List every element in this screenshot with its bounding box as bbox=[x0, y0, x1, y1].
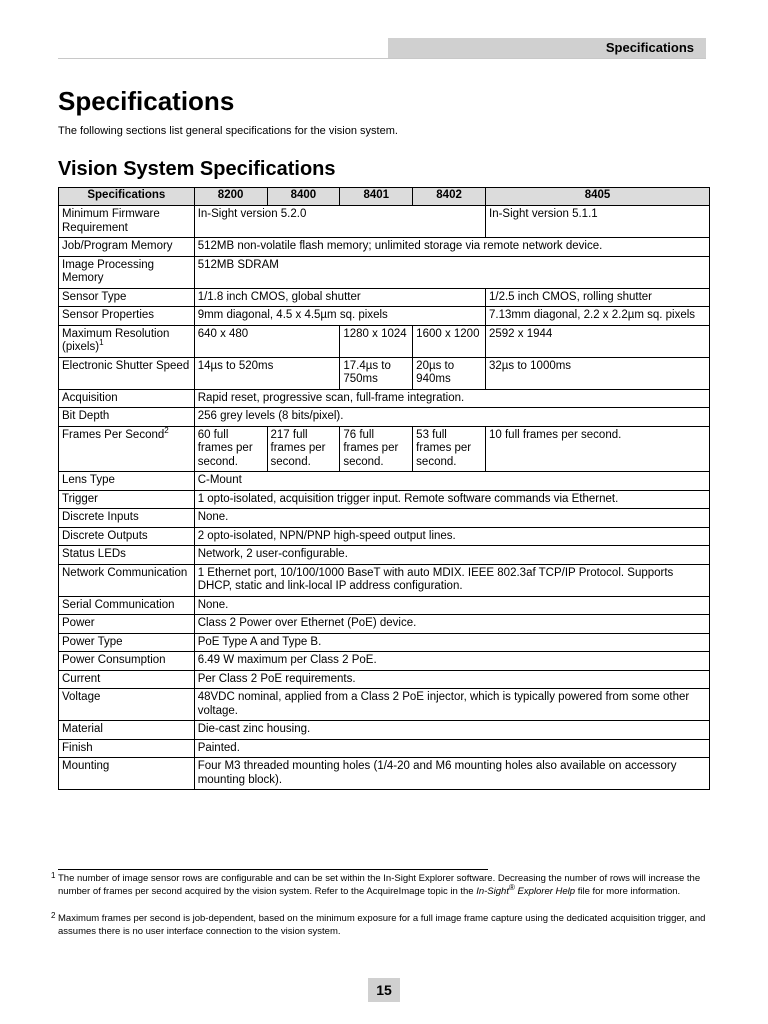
table-cell: None. bbox=[194, 596, 709, 615]
header-cell: 8400 bbox=[267, 188, 340, 206]
table-row bbox=[59, 633, 710, 652]
table-cell: Rapid reset, progressive scan, full-frame integration. bbox=[194, 389, 709, 408]
table-row bbox=[59, 739, 710, 758]
table-cell: 1 opto-isolated, acquisition trigger input. Remote software commands via Ethernet. bbox=[194, 490, 709, 509]
row-label bbox=[59, 426, 195, 472]
table-cell: 640 x 480 bbox=[194, 325, 340, 357]
header-cell: 8402 bbox=[413, 188, 486, 206]
row-label: Acquisition bbox=[59, 389, 195, 408]
footnote-ref: 1 bbox=[99, 338, 104, 348]
row-label: Sensor Type bbox=[59, 288, 195, 307]
footnote-divider bbox=[58, 869, 488, 870]
table-row bbox=[59, 490, 710, 509]
row-label bbox=[59, 325, 195, 357]
table-cell: Die-cast zinc housing. bbox=[194, 721, 709, 740]
table-row bbox=[59, 615, 710, 634]
row-label: Job/Program Memory bbox=[59, 238, 195, 257]
table-cell: 53 full frames per second. bbox=[413, 426, 486, 472]
table-cell: Per Class 2 PoE requirements. bbox=[194, 670, 709, 689]
page-number: 15 bbox=[368, 978, 400, 1002]
table-cell: 9mm diagonal, 4.5 x 4.5µm sq. pixels bbox=[194, 307, 485, 326]
table-cell: 1280 x 1024 bbox=[340, 325, 413, 357]
footnote-text: file for more information. bbox=[575, 885, 681, 897]
table-cell: Class 2 Power over Ethernet (PoE) device. bbox=[194, 615, 709, 634]
table-cell: 256 grey levels (8 bits/pixel). bbox=[194, 408, 709, 427]
table-header-row bbox=[59, 188, 710, 206]
row-label: Electronic Shutter Speed bbox=[59, 357, 195, 389]
section-title: Vision System Specifications bbox=[58, 158, 336, 180]
specifications-table bbox=[58, 187, 710, 790]
table-cell: 17.4µs to 750ms bbox=[340, 357, 413, 389]
row-label: Current bbox=[59, 670, 195, 689]
table-cell: None. bbox=[194, 509, 709, 528]
table-cell: In-Sight version 5.2.0 bbox=[194, 206, 485, 238]
header-cell: Specifications bbox=[59, 188, 195, 206]
table-cell: 7.13mm diagonal, 2.2 x 2.2µm sq. pixels bbox=[486, 307, 710, 326]
table-row bbox=[59, 652, 710, 671]
table-row bbox=[59, 357, 710, 389]
table-cell: 20µs to 940ms bbox=[413, 357, 486, 389]
footnote-italic: In-Sight bbox=[476, 885, 509, 897]
table-row bbox=[59, 325, 710, 357]
table-cell: 6.49 W maximum per Class 2 PoE. bbox=[194, 652, 709, 671]
registered-mark: ® bbox=[508, 882, 515, 892]
table-row bbox=[59, 256, 710, 288]
running-header-label: Specifications bbox=[605, 40, 694, 55]
footnote-2 bbox=[51, 911, 713, 938]
table-row bbox=[59, 670, 710, 689]
row-label: Discrete Outputs bbox=[59, 527, 195, 546]
page-title: Specifications bbox=[58, 86, 235, 116]
row-label: Finish bbox=[59, 739, 195, 758]
running-header bbox=[388, 38, 706, 58]
row-label-text: Frames Per Second bbox=[62, 428, 165, 441]
row-label: Power Consumption bbox=[59, 652, 195, 671]
header-divider bbox=[58, 58, 706, 59]
table-cell: 14µs to 520ms bbox=[194, 357, 340, 389]
table-cell: 48VDC nominal, applied from a Class 2 PoE injector, which is typically powered from some other voltage. bbox=[194, 689, 709, 721]
table-row bbox=[59, 307, 710, 326]
table-cell: 512MB SDRAM bbox=[194, 256, 709, 288]
table-row bbox=[59, 564, 710, 596]
table-row bbox=[59, 408, 710, 427]
row-label: Network Communication bbox=[59, 564, 195, 596]
header-cell: 8200 bbox=[194, 188, 267, 206]
table-row bbox=[59, 721, 710, 740]
table-row bbox=[59, 288, 710, 307]
footnote-text: The number of image sensor rows are configurable and can be set within the In-Sight Explorer software. Decreasing the number of rows will increase the number of frames per second acquired by the vision system. Refer to the AcquireImage topic in the bbox=[58, 873, 701, 897]
table-cell: In-Sight version 5.1.1 bbox=[486, 206, 710, 238]
table-row bbox=[59, 238, 710, 257]
table-row bbox=[59, 472, 710, 491]
table-row bbox=[59, 689, 710, 721]
row-label: Power Type bbox=[59, 633, 195, 652]
table-cell: 512MB non-volatile flash memory; unlimited storage via remote network device. bbox=[194, 238, 709, 257]
row-label-text: Maximum Resolution (pixels) bbox=[62, 327, 170, 353]
intro-paragraph: The following sections list general specifications for the vision system. bbox=[58, 125, 398, 137]
header-cell: 8405 bbox=[486, 188, 710, 206]
footnote-mark: 2 bbox=[51, 911, 56, 920]
footnote-text: Maximum frames per second is job-dependent, based on the minimum exposure for a full image frame capture using the dedicated acquisition trigger, and assumes there is no user interface connection to the vision system. bbox=[58, 913, 706, 937]
row-label: Bit Depth bbox=[59, 408, 195, 427]
table-cell: 1600 x 1200 bbox=[413, 325, 486, 357]
table-cell: 1/2.5 inch CMOS, rolling shutter bbox=[486, 288, 710, 307]
row-label: Status LEDs bbox=[59, 546, 195, 565]
row-label: Serial Communication bbox=[59, 596, 195, 615]
row-label: Sensor Properties bbox=[59, 307, 195, 326]
table-cell: 60 full frames per second. bbox=[194, 426, 267, 472]
footnote-ref: 2 bbox=[164, 425, 169, 435]
table-cell: C-Mount bbox=[194, 472, 709, 491]
row-label: Image Processing Memory bbox=[59, 256, 195, 288]
table-row bbox=[59, 596, 710, 615]
table-row bbox=[59, 426, 710, 472]
footnote-italic: Explorer Help bbox=[514, 885, 576, 897]
table-cell: 1 Ethernet port, 10/100/1000 BaseT with auto MDIX. IEEE 802.3af TCP/IP Protocol. Supports DHCP, static and link-local IP address configuration. bbox=[194, 564, 709, 596]
row-label: Mounting bbox=[59, 758, 195, 790]
table-row bbox=[59, 509, 710, 528]
row-label: Trigger bbox=[59, 490, 195, 509]
table-cell: Four M3 threaded mounting holes (1/4-20 and M6 mounting holes also available on accessory mounting block). bbox=[194, 758, 709, 790]
table-cell: 76 full frames per second. bbox=[340, 426, 413, 472]
row-label: Power bbox=[59, 615, 195, 634]
footnote-1 bbox=[51, 871, 713, 898]
table-cell: 2 opto-isolated, NPN/PNP high-speed output lines. bbox=[194, 527, 709, 546]
table-row bbox=[59, 206, 710, 238]
table-cell: Network, 2 user-configurable. bbox=[194, 546, 709, 565]
row-label: Discrete Inputs bbox=[59, 509, 195, 528]
table-row bbox=[59, 527, 710, 546]
table-cell: PoE Type A and Type B. bbox=[194, 633, 709, 652]
table-cell: 2592 x 1944 bbox=[486, 325, 710, 357]
row-label: Minimum Firmware Requirement bbox=[59, 206, 195, 238]
row-label: Material bbox=[59, 721, 195, 740]
row-label: Voltage bbox=[59, 689, 195, 721]
header-cell: 8401 bbox=[340, 188, 413, 206]
table-cell: Painted. bbox=[194, 739, 709, 758]
table-cell: 1/1.8 inch CMOS, global shutter bbox=[194, 288, 485, 307]
table-cell: 32µs to 1000ms bbox=[486, 357, 710, 389]
table-row bbox=[59, 389, 710, 408]
footnote-mark: 1 bbox=[51, 871, 56, 880]
table-cell: 10 full frames per second. bbox=[486, 426, 710, 472]
table-row bbox=[59, 758, 710, 790]
row-label: Lens Type bbox=[59, 472, 195, 491]
table-row bbox=[59, 546, 710, 565]
table-cell: 217 full frames per second. bbox=[267, 426, 340, 472]
